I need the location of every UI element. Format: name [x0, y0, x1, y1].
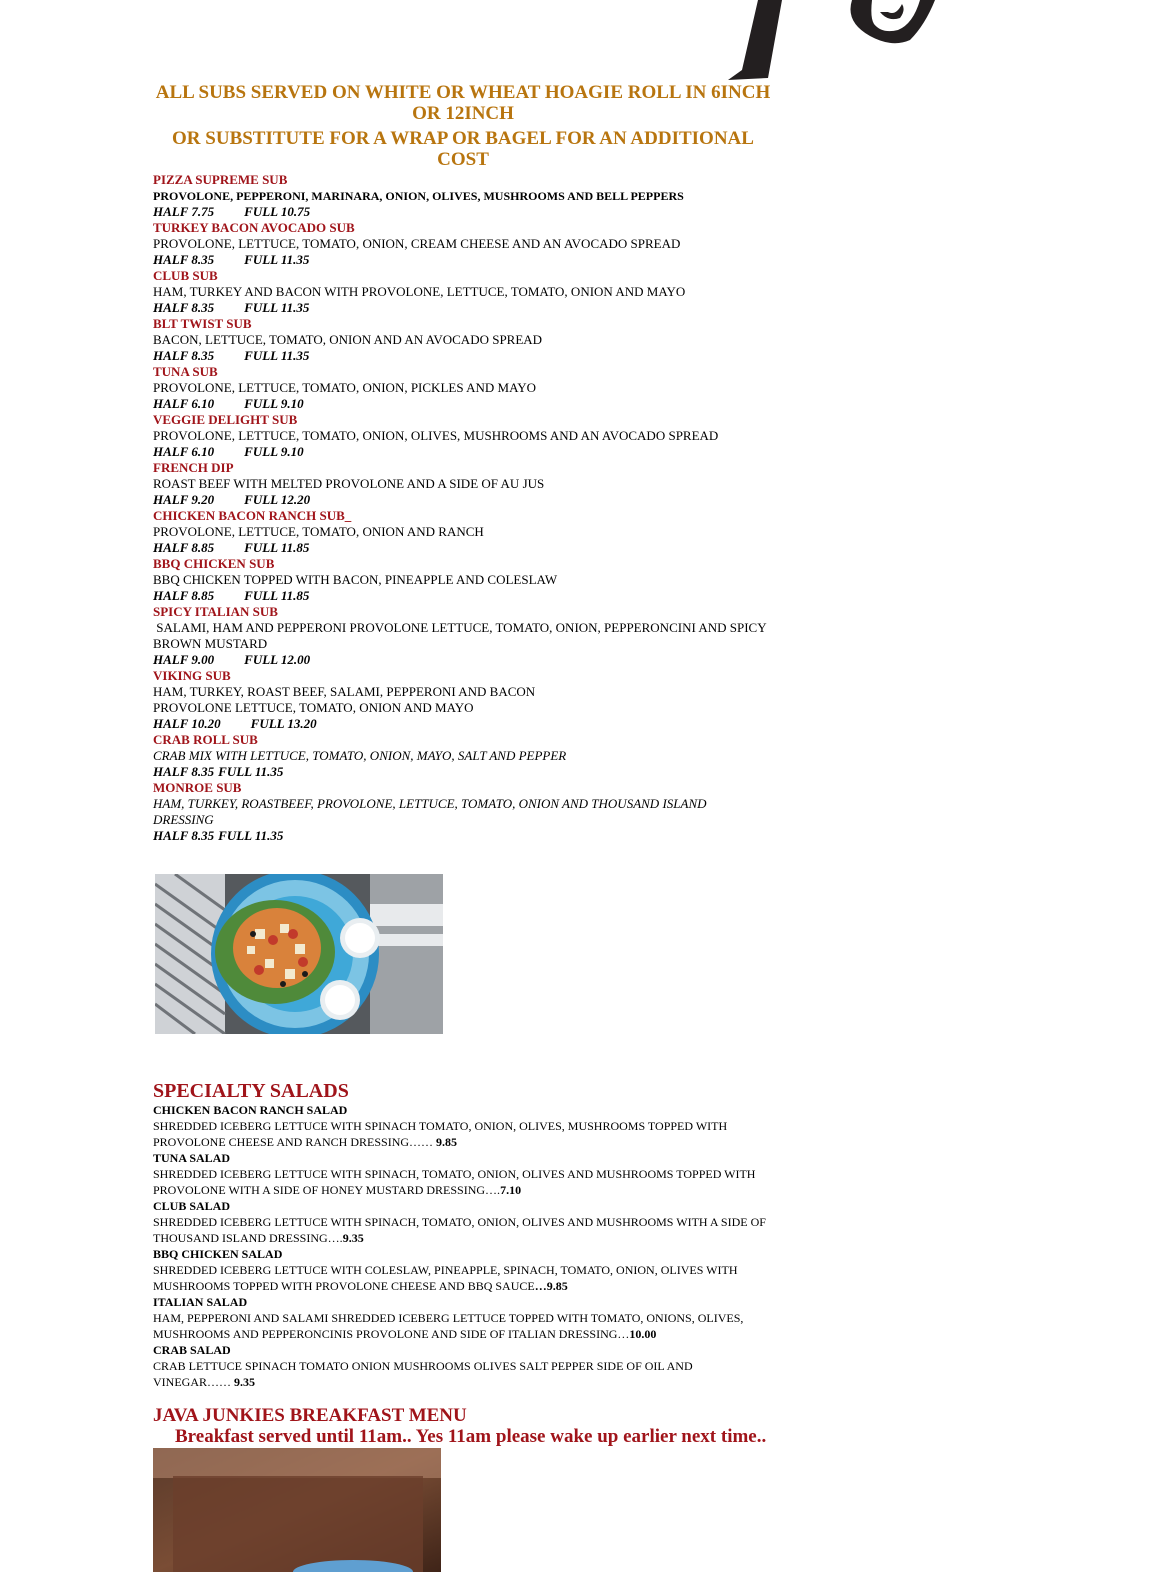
half-price: HALF 6.10: [153, 396, 215, 411]
menu-item-price: [153, 540, 773, 556]
menu-item-name: PIZZA SUPREME SUB: [153, 172, 288, 187]
menu-item-name: TUNA SUB: [153, 364, 218, 379]
menu-item-desc: BACON, LETTUCE, TOMATO, ONION AND AN AVOCADO SPREAD: [153, 332, 543, 347]
menu-item-price: [153, 300, 773, 316]
half-price: HALF 9.20: [153, 492, 215, 507]
menu-item-price: [153, 204, 773, 220]
menu-item-price: [153, 716, 773, 732]
salad-desc-text: SHREDDED ICEBERG LETTUCE WITH SPINACH, TOMATO, ONION, OLIVES AND MUSHROOMS WITH A SIDE OF THOUSAND ISLAND DRESSING….: [153, 1215, 766, 1245]
half-price: HALF 7.75: [153, 204, 215, 219]
salad-desc-text: SHREDDED ICEBERG LETTUCE WITH SPINACH, TOMATO, ONION, OLIVES AND MUSHROOMS TOPPED WITH PROVOLONE WITH A SIDE OF HONEY MUSTARD DRESSING….: [153, 1167, 756, 1197]
half-price: HALF 9.00: [153, 652, 215, 667]
salad-price: 7.10: [500, 1183, 522, 1197]
half-price: HALF 8.35: [153, 828, 215, 843]
salad-desc-text: SHREDDED ICEBERG LETTUCE WITH SPINACH TOMATO, ONION, OLIVES, MUSHROOMS TOPPED WITH PROVOLONE CHEESE AND RANCH DRESSING……: [153, 1119, 728, 1149]
menu-item-name: CRAB ROLL SUB: [153, 732, 258, 747]
menu-item-desc: ROAST BEEF WITH MELTED PROVOLONE AND A SIDE OF AU JUS: [153, 476, 545, 491]
menu-item-desc: PROVOLONE, LETTUCE, TOMATO, ONION, CREAM CHEESE AND AN AVOCADO SPREAD: [153, 236, 681, 251]
breakfast-section: [153, 1405, 793, 1447]
menu-item-desc: BBQ CHICKEN TOPPED WITH BACON, PINEAPPLE AND COLESLAW: [153, 572, 558, 587]
full-price: FULL 11.35: [244, 252, 310, 267]
full-price: FULL 13.20: [250, 716, 317, 731]
salad-price: 9.35: [234, 1375, 255, 1389]
menu-item-price: [153, 252, 773, 268]
menu-item-price: [153, 396, 773, 412]
salad-photo: [155, 874, 443, 1034]
salad-price: 9.85: [436, 1135, 458, 1149]
salad-desc-text: SHREDDED ICEBERG LETTUCE WITH COLESLAW, PINEAPPLE, SPINACH, TOMATO, ONION, OLIVES WITH MUSHROOMS TOPPED WITH PROVOLONE CHEESE AND BBQ SAUCE: [153, 1263, 738, 1293]
full-price: FULL 12.00: [244, 652, 311, 667]
salad-name: CLUB SALAD: [153, 1199, 231, 1213]
subs-header-line1: ALL SUBS SERVED ON WHITE OR WHEAT HOAGIE ROLL IN 6INCH OR 12INCH: [155, 82, 771, 124]
menu-item-name: SPICY ITALIAN SUB: [153, 604, 278, 619]
menu-item-name: CLUB SUB: [153, 268, 218, 283]
menu-item-name: BBQ CHICKEN SUB: [153, 556, 275, 571]
logo-artwork: [720, 0, 940, 82]
salad-price: 10.00: [629, 1327, 657, 1341]
subs-section: [153, 82, 773, 844]
salad-desc: [153, 1166, 773, 1198]
full-price: FULL 11.35: [244, 300, 310, 315]
menu-item-name: VEGGIE DELIGHT SUB: [153, 412, 298, 427]
menu-item-desc: HAM, TURKEY, ROASTBEEF, PROVOLONE, LETTUCE, TOMATO, ONION AND THOUSAND ISLAND DRESSING: [153, 796, 707, 827]
half-price: HALF 8.35: [153, 764, 215, 779]
salad-desc: [153, 1214, 773, 1246]
half-price: HALF 8.35: [153, 348, 215, 363]
menu-item-price: [153, 828, 773, 844]
menu-item-price: [153, 652, 773, 668]
half-price: HALF 8.85: [153, 588, 215, 603]
salad-desc: [153, 1262, 773, 1294]
menu-item-name: MONROE SUB: [153, 780, 242, 795]
full-price: FULL 9.10: [244, 444, 304, 459]
menu-item-name: VIKING SUB: [153, 668, 231, 683]
menu-item-desc: PROVOLONE, LETTUCE, TOMATO, ONION, OLIVES, MUSHROOMS AND AN AVOCADO SPREAD: [153, 428, 719, 443]
salad-desc: [153, 1358, 713, 1390]
half-price: HALF 6.10: [153, 444, 215, 459]
menu-item-price: [153, 588, 773, 604]
menu-item-price: [153, 764, 773, 780]
salad-desc: [153, 1310, 773, 1342]
full-price: FULL 11.35: [218, 828, 284, 843]
salad-desc: [153, 1118, 773, 1150]
salad-desc-text: HAM, PEPPERONI AND SALAMI SHREDDED ICEBERG LETTUCE TOPPED WITH TOMATO, ONIONS, OLIVES, MUSHROOMS AND PEPPERONCINIS PROVOLONE AND SIDE OF ITALIAN DRESSING…: [153, 1311, 744, 1341]
salads-section: [153, 1080, 773, 1390]
menu-item-price: [153, 492, 773, 508]
half-price: HALF 8.35: [153, 252, 215, 267]
menu-item-desc: SALAMI, HAM AND PEPPERONI PROVOLONE LETTUCE, TOMATO, ONION, PEPPERONCINI AND SPICY BROWN MUSTARD: [153, 620, 770, 651]
full-price: FULL 12.20: [244, 492, 311, 507]
full-price: FULL 9.10: [244, 396, 304, 411]
salad-desc-text: CRAB LETTUCE SPINACH TOMATO ONION MUSHROOMS OLIVES SALT PEPPER SIDE OF OIL AND VINEGAR……: [153, 1359, 693, 1389]
menu-item-desc: PROVOLONE, LETTUCE, TOMATO, ONION, PICKLES AND MAYO: [153, 380, 537, 395]
menu-item-desc: HAM, TURKEY, ROAST BEEF, SALAMI, PEPPERONI AND BACON: [153, 684, 536, 699]
half-price: HALF 8.85: [153, 540, 215, 555]
salad-name: ITALIAN SALAD: [153, 1295, 248, 1309]
menu-item-desc: CRAB MIX WITH LETTUCE, TOMATO, ONION, MAYO, SALT AND PEPPER: [153, 748, 567, 763]
half-price: HALF 10.20: [153, 716, 221, 731]
full-price: FULL 11.35: [244, 348, 310, 363]
salad-price: 9.35: [342, 1231, 364, 1245]
breakfast-title: JAVA JUNKIES BREAKFAST MENU: [153, 1405, 467, 1426]
menu-item-name: FRENCH DIP: [153, 460, 234, 475]
menu-item-desc-line2: PROVOLONE LETTUCE, TOMATO, ONION AND MAYO: [153, 700, 474, 715]
menu-item-name: CHICKEN BACON RANCH SUB_: [153, 508, 352, 523]
breakfast-note: Breakfast served until 11am.. Yes 11am please wake up earlier next time..: [175, 1426, 767, 1447]
salad-name: TUNA SALAD: [153, 1151, 231, 1165]
menu-item-price: [153, 444, 773, 460]
full-price: FULL 11.35: [218, 764, 284, 779]
salad-name: CRAB SALAD: [153, 1343, 231, 1357]
menu-item-desc: PROVOLONE, LETTUCE, TOMATO, ONION AND RANCH: [153, 524, 484, 539]
salad-name: BBQ CHICKEN SALAD: [153, 1247, 283, 1261]
menu-item-desc: PROVOLONE, PEPPERONI, MARINARA, ONION, OLIVES, MUSHROOMS AND BELL PEPPERS: [153, 189, 684, 203]
menu-item-name: TURKEY BACON AVOCADO SUB: [153, 220, 355, 235]
salad-price: …9.85: [534, 1279, 568, 1293]
menu-item-price: [153, 348, 773, 364]
menu-item-desc: HAM, TURKEY AND BACON WITH PROVOLONE, LETTUCE, TOMATO, ONION AND MAYO: [153, 284, 686, 299]
menu-item-name: BLT TWIST SUB: [153, 316, 252, 331]
half-price: HALF 8.35: [153, 300, 215, 315]
salad-name: CHICKEN BACON RANCH SALAD: [153, 1103, 348, 1117]
full-price: FULL 10.75: [244, 204, 311, 219]
full-price: FULL 11.85: [244, 540, 310, 555]
subs-header-line2: OR SUBSTITUTE FOR A WRAP OR BAGEL FOR AN ADDITIONAL COST: [172, 128, 754, 170]
full-price: FULL 11.85: [244, 588, 310, 603]
salads-title: SPECIALTY SALADS: [153, 1080, 349, 1102]
breakfast-photo: [153, 1448, 441, 1572]
